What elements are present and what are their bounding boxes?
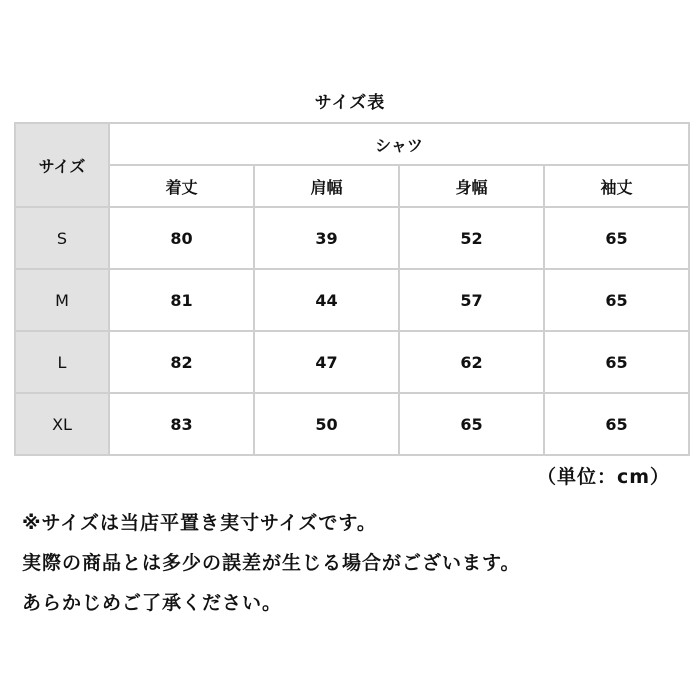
table-cell: 50 [254,393,399,455]
table-cell: 62 [399,331,544,393]
shirt-group-header: シャツ [109,123,689,165]
table-cell: 81 [109,269,254,331]
size-column-header: サイズ [15,123,109,207]
table-cell: 80 [109,207,254,269]
table-cell: 65 [544,393,689,455]
note-line: ※サイズは当店平置き実寸サイズです。 [22,512,377,534]
table-row [15,331,689,393]
table-cell: 65 [399,393,544,455]
page-title: サイズ表 [314,93,386,113]
table-cell: 52 [399,207,544,269]
column-header-width: 身幅 [399,165,544,207]
note-line: あらかじめご了承ください。 [22,592,283,614]
table-cell: 57 [399,269,544,331]
table-cell: 44 [254,269,399,331]
column-header-sleeve: 袖丈 [544,165,689,207]
note-line: 実際の商品とは多少の誤差が生じる場合がございます。 [22,552,521,574]
unit-label: （単位：cm） [536,466,670,488]
table-cell: 39 [254,207,399,269]
table-cell: 65 [544,331,689,393]
size-label: L [15,331,109,393]
table-row [15,269,689,331]
table-cell: 47 [254,331,399,393]
table-cell: 82 [109,331,254,393]
table-header-row [15,123,689,165]
column-header-shoulder: 肩幅 [254,165,399,207]
size-notes [22,503,520,623]
size-label: XL [15,393,109,455]
table-cell: 65 [544,207,689,269]
table-row [15,207,689,269]
table-cell: 65 [544,269,689,331]
table-subheader-row [15,165,689,207]
table-row [15,393,689,455]
column-header-length: 着丈 [109,165,254,207]
size-label: M [15,269,109,331]
size-label: S [15,207,109,269]
table-cell: 83 [109,393,254,455]
size-table [14,122,690,456]
